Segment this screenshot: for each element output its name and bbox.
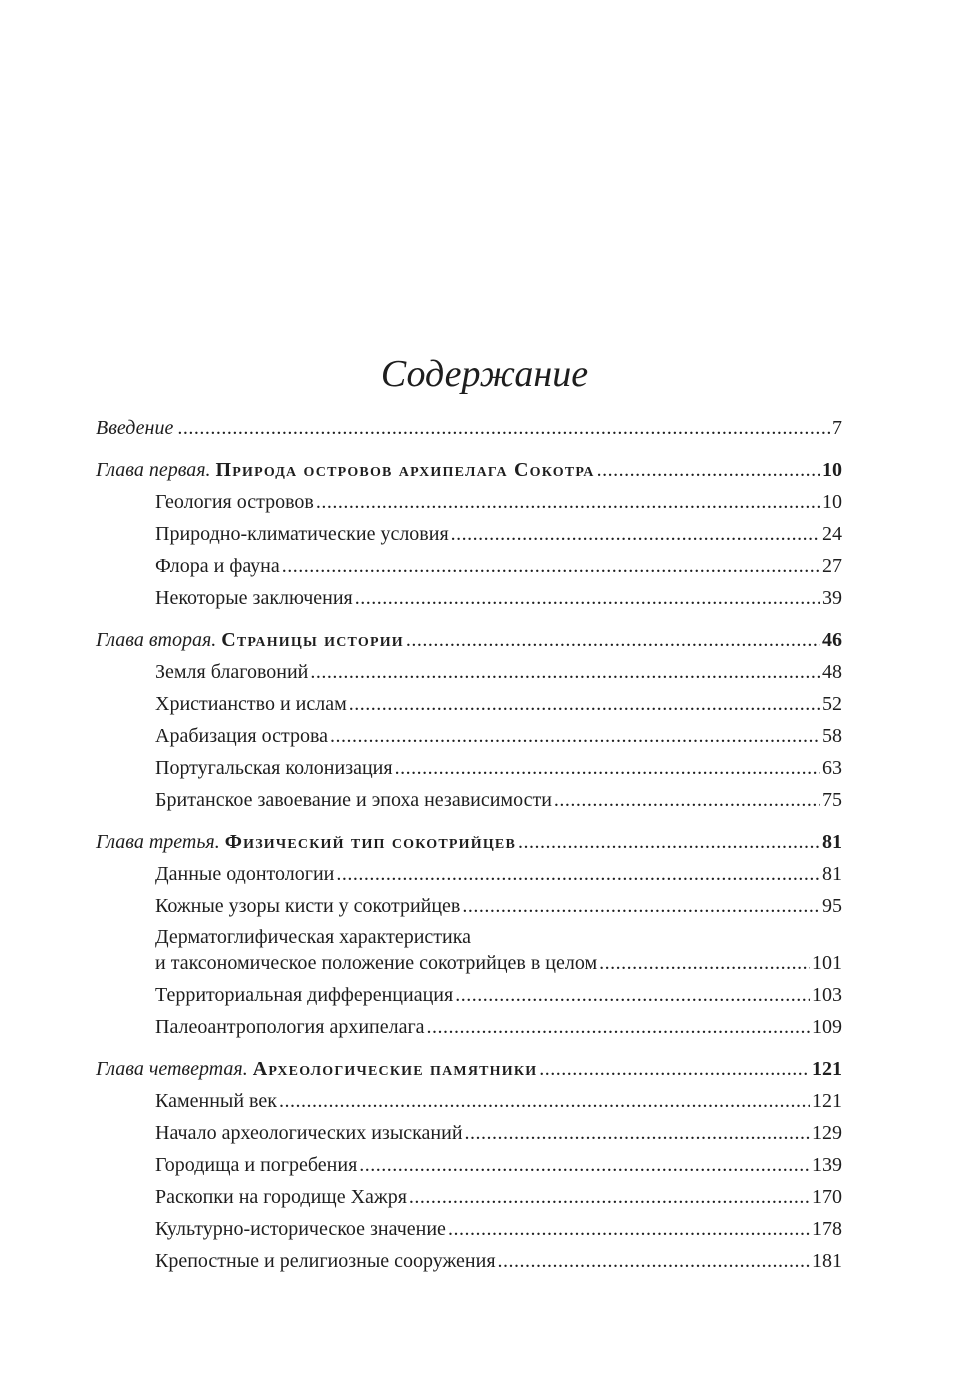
toc-page-number: 10: [822, 459, 842, 481]
toc-entry-introduction[interactable]: [96, 412, 842, 444]
toc-entry-label: Введение: [96, 417, 174, 439]
chapter-name: Страницы истории: [221, 629, 404, 651]
dot-leader: [310, 656, 820, 688]
toc-chapter-1[interactable]: [96, 454, 842, 486]
toc-page-number: 7: [832, 417, 842, 439]
chapter-prefix: Глава третья.: [96, 831, 220, 853]
toc-entry-label: Территориальная дифференциация: [155, 984, 454, 1006]
toc-page-number: 95: [822, 895, 842, 917]
toc-section[interactable]: [96, 979, 842, 1011]
chapter-name: Физический тип сокотрийцев: [224, 831, 516, 853]
toc-entry-label: Земля благовоний: [155, 661, 309, 683]
toc-page-number: 121: [812, 1090, 842, 1112]
toc-section[interactable]: [96, 784, 842, 816]
chapter-heading: [96, 1053, 537, 1085]
toc-section[interactable]: [96, 1149, 842, 1181]
toc-section[interactable]: [96, 518, 842, 550]
toc-section[interactable]: [96, 582, 842, 614]
page-title: Содержание: [380, 353, 589, 395]
dot-leader: [316, 486, 820, 518]
toc-page-number: 52: [822, 693, 842, 715]
toc-page-number: 10: [822, 491, 842, 513]
toc-page-number: 48: [822, 661, 842, 683]
dot-leader: [539, 1053, 810, 1085]
dot-leader: [518, 826, 820, 858]
chapter-name: Природа островов архипелага Сокотра: [215, 459, 595, 481]
toc-page-number: 39: [822, 587, 842, 609]
toc-entry-label: Палеоантропология архипелага: [155, 1016, 425, 1038]
toc-section[interactable]: [96, 890, 842, 922]
toc-page-number: 170: [812, 1186, 842, 1208]
toc-page-number: 46: [822, 629, 842, 651]
dot-leader: [349, 688, 820, 720]
toc-entry-label: Арабизация острова: [155, 725, 328, 747]
toc-section[interactable]: [96, 950, 842, 976]
toc-page-number: 139: [812, 1154, 842, 1176]
toc-section[interactable]: [96, 1085, 842, 1117]
toc-entry-label: Начало археологических изысканий: [155, 1122, 463, 1144]
toc-entry-label: Городища и погребения: [155, 1154, 358, 1176]
toc-chapter-3[interactable]: [96, 826, 842, 858]
chapter-name: Археологические памятники: [252, 1058, 538, 1080]
toc-entry-label: Крепостные и религиозные сооружения: [155, 1250, 496, 1272]
toc-page-number: 121: [812, 1058, 842, 1080]
toc-page-number: 81: [822, 831, 842, 853]
toc-page-number: 101: [812, 952, 842, 974]
chapter-heading: [96, 454, 595, 486]
toc-page-number: 109: [812, 1016, 842, 1038]
toc-section[interactable]: [96, 550, 842, 582]
toc-section[interactable]: [96, 1213, 842, 1245]
dot-leader: [406, 624, 820, 656]
toc-entry-label: Некоторые заключения: [155, 587, 353, 609]
dot-leader: [355, 582, 820, 614]
dot-leader: [465, 1117, 810, 1149]
toc-page-number: 58: [822, 725, 842, 747]
toc-entry-label: Культурно-историческое значение: [155, 1218, 446, 1240]
toc-page-number: 81: [822, 863, 842, 885]
toc-page-number: 27: [822, 555, 842, 577]
chapter-prefix: Глава первая.: [96, 459, 211, 481]
chapter-prefix: Глава четвертая.: [96, 1058, 248, 1080]
toc-section[interactable]: [96, 656, 842, 688]
toc-page-number: 129: [812, 1122, 842, 1144]
table-of-contents: [96, 412, 842, 1277]
toc-section[interactable]: [96, 688, 842, 720]
dot-leader: [448, 1213, 810, 1245]
toc-page-number: 181: [812, 1250, 842, 1272]
toc-entry-label: Данные одонтологии: [155, 863, 335, 885]
toc-chapter-4[interactable]: [96, 1053, 842, 1085]
dot-leader: [282, 550, 820, 582]
toc-section-label-line-1[interactable]: Дерматоглифическая характеристика: [155, 926, 472, 948]
toc-entry-label: Христианство и ислам: [155, 693, 347, 715]
dot-leader: [409, 1181, 810, 1213]
dot-leader: [597, 454, 820, 486]
chapter-prefix: Глава вторая.: [96, 629, 217, 651]
toc-section[interactable]: [96, 858, 842, 890]
dot-leader: [599, 950, 810, 976]
dot-leader: [336, 858, 820, 890]
dot-leader: [395, 752, 820, 784]
toc-entry-label: Кожные узоры кисти у сокотрийцев: [155, 895, 461, 917]
dot-leader: [455, 979, 810, 1011]
dot-leader: [330, 720, 820, 752]
toc-section[interactable]: [96, 486, 842, 518]
dot-leader: [554, 784, 820, 816]
toc-entry-label: Геология островов: [155, 491, 314, 513]
toc-chapter-2[interactable]: [96, 624, 842, 656]
dot-leader: [359, 1149, 810, 1181]
toc-entry-label: Раскопки на городище Хажря: [155, 1186, 407, 1208]
dot-leader: [177, 412, 830, 444]
toc-entry-label: Каменный век: [155, 1090, 277, 1112]
toc-entry-label: Природно-климатические условия: [155, 523, 449, 545]
chapter-heading: [96, 624, 404, 656]
toc-page-number: 24: [822, 523, 842, 545]
toc-page-number: 103: [812, 984, 842, 1006]
dot-leader: [451, 518, 820, 550]
toc-entry-label: Португальская колонизация: [155, 757, 393, 779]
toc-section[interactable]: [96, 1245, 842, 1277]
toc-page-number: 178: [812, 1218, 842, 1240]
toc-entry-label: Британское завоевание и эпоха независимости: [155, 789, 552, 811]
chapter-heading: [96, 826, 516, 858]
toc-page-number: 63: [822, 757, 842, 779]
toc-section[interactable]: [96, 1117, 842, 1149]
toc-section[interactable]: [96, 752, 842, 784]
dot-leader: [462, 890, 820, 922]
toc-entry-label: и таксономическое положение сокотрийцев в целом: [155, 952, 598, 974]
dot-leader: [279, 1085, 810, 1117]
toc-section[interactable]: [96, 720, 842, 752]
toc-section[interactable]: [96, 1181, 842, 1213]
dot-leader: [427, 1011, 810, 1043]
toc-entry-label: Флора и фауна: [155, 555, 280, 577]
toc-page-number: 75: [822, 789, 842, 811]
toc-section[interactable]: [96, 1011, 842, 1043]
dot-leader: [498, 1245, 810, 1277]
